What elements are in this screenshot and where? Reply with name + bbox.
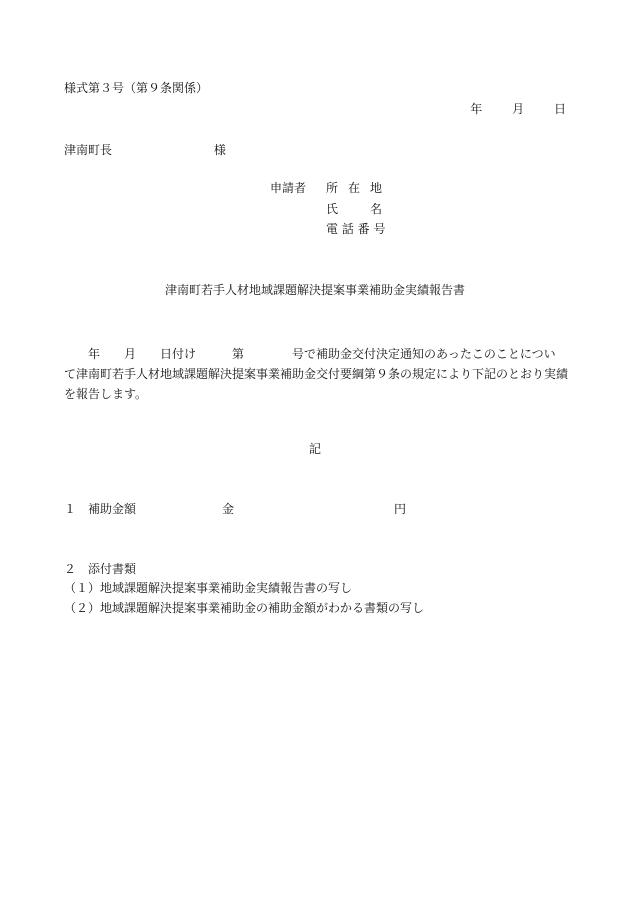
attachment-item-2: （２）地域課題解決提案事業補助金の補助金額がわかる書類の写し — [64, 601, 425, 615]
form-number: 様式第３号（第９条関係） — [64, 81, 209, 95]
date-year: 年 — [470, 102, 483, 116]
attachment-item-1: （１）地域課題解決提案事業補助金実績報告書の写し — [64, 581, 353, 595]
addressee-name: 津南町長 — [64, 143, 113, 157]
applicant-name-label — [326, 203, 382, 215]
body-paragraph — [64, 344, 569, 404]
item2-number: ２ — [64, 562, 77, 576]
body-line-2: て津南町若手人材地域課題解決提案事業補助金交付要綱第９条の規定により下記のとおり実績 — [64, 367, 569, 381]
document-title: 津南町若手人材地域課題解決提案事業補助金実績報告書 — [164, 283, 465, 297]
item1-label: 補助金額 — [88, 502, 137, 516]
applicant-address-text: 所 在 地 — [326, 181, 382, 195]
body-line-3: を報告します。 — [64, 387, 148, 401]
item1-en: 円 — [394, 502, 407, 516]
applicant-phone-text: 電 話 番 号 — [326, 222, 386, 236]
applicant-phone-label — [326, 222, 386, 236]
applicant-label: 申請者 — [270, 181, 307, 195]
applicant-address-label — [326, 182, 382, 194]
item1-kin: 金 — [222, 502, 235, 516]
item-attachments — [64, 563, 136, 575]
item1-number: １ — [64, 502, 77, 516]
body-line-1: 年 月 日付け 第 号で補助金交付決定通知のあったこのことについ — [64, 347, 556, 361]
applicant-name-text: 氏 名 — [326, 202, 382, 216]
item2-label: 添付書類 — [88, 562, 137, 576]
ki-marker: 記 — [308, 442, 321, 456]
addressee — [64, 144, 226, 156]
date-month: 月 — [512, 102, 525, 116]
item-subsidy-amount — [64, 503, 406, 515]
addressee-honorific: 様 — [213, 143, 226, 157]
date-day: 日 — [553, 102, 566, 116]
date-line — [470, 103, 566, 115]
